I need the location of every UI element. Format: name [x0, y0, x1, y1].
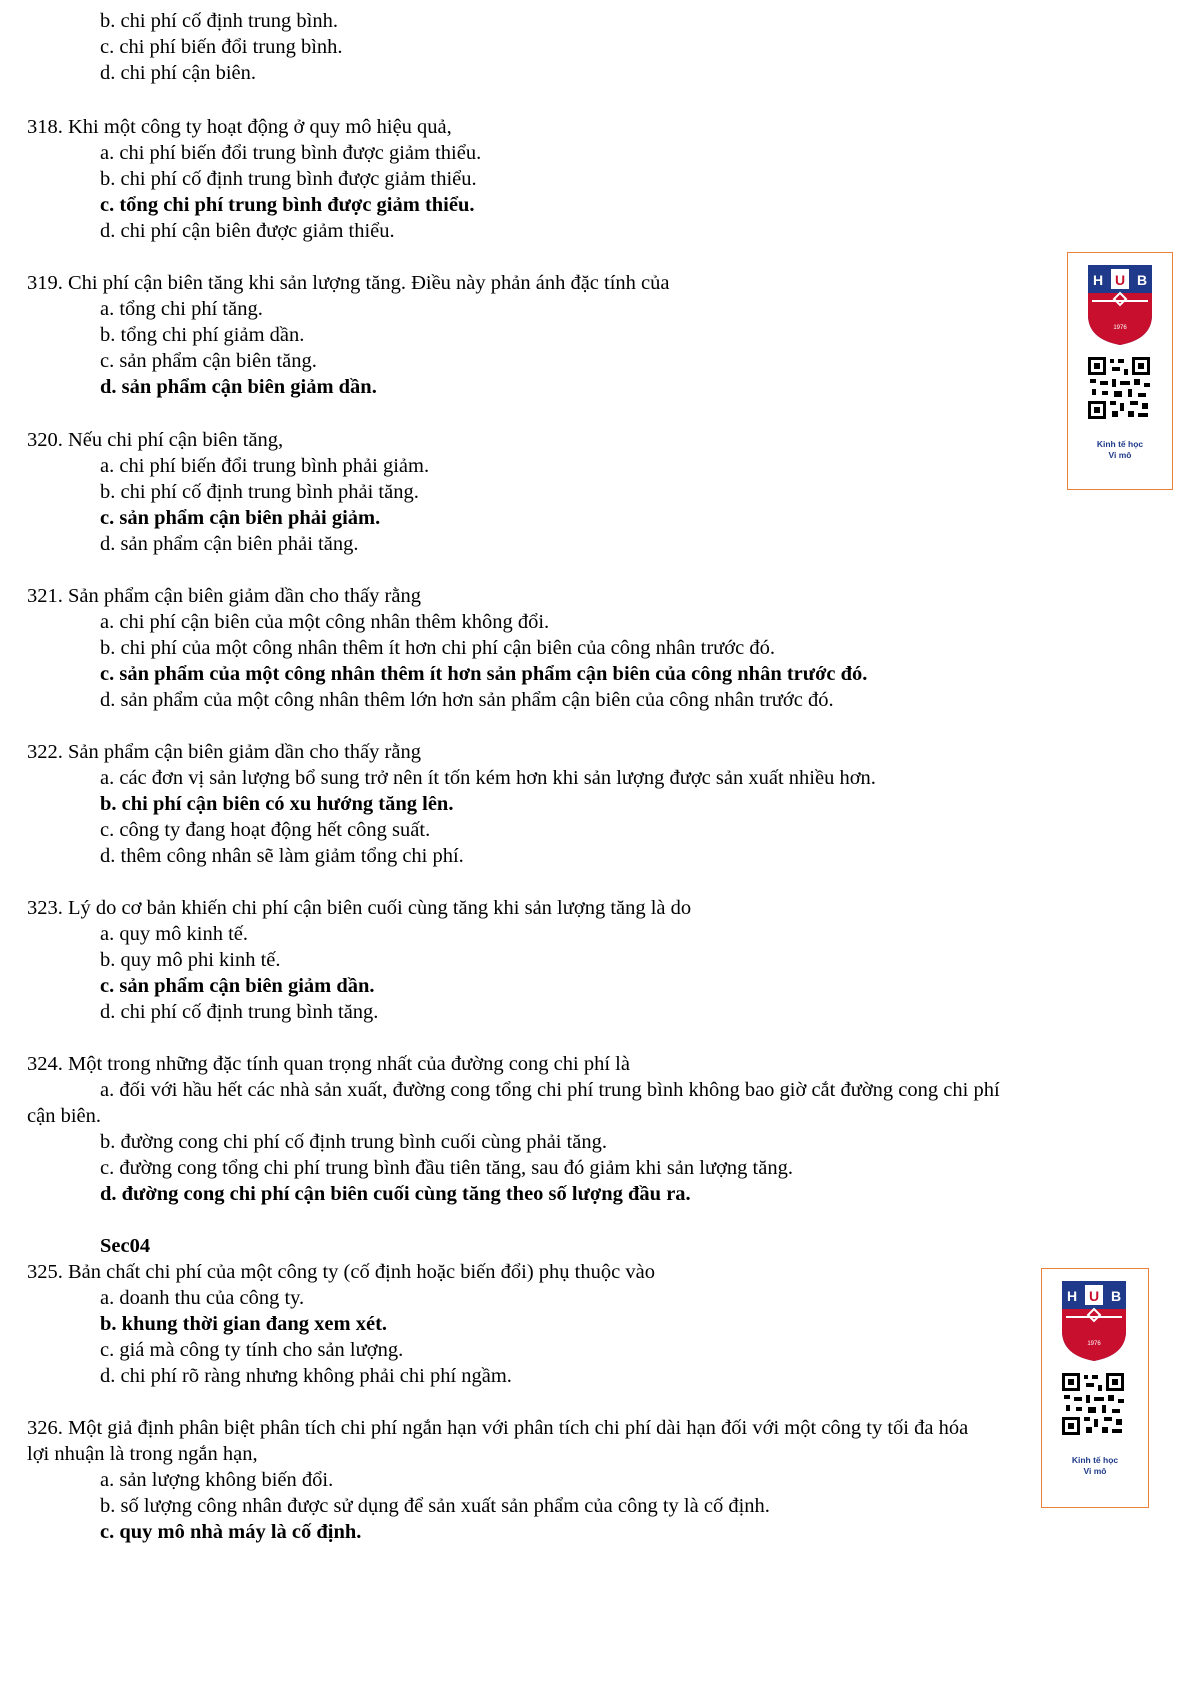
question-326-option-b: b. số lượng công nhân được sử dụng để sản xuất sản phẩm của công ty là cố định. — [100, 1495, 770, 1517]
question-325-answer: b. khung thời gian đang xem xét. — [100, 1313, 388, 1335]
hub-shield-logo — [1086, 263, 1154, 347]
question-318-option-d: d. chi phí cận biên được giảm thiểu. — [100, 220, 395, 242]
question-322-answer: b. chi phí cận biên có xu hướng tăng lên. — [100, 793, 454, 815]
question-319-option-a: a. tổng chi phí tăng. — [100, 298, 263, 320]
question-321-option-b: b. chi phí của một công nhân thêm ít hơn chi phí cận biên của công nhân trước đó. — [100, 637, 775, 659]
question-326-stem-continued: lợi nhuận là trong ngắn hạn, — [27, 1443, 258, 1465]
question-322-option-d: d. thêm công nhân sẽ làm giảm tổng chi phí. — [100, 845, 464, 867]
section-heading: Sec04 — [100, 1235, 151, 1257]
hub-year: 1976 — [1113, 325, 1127, 331]
badge-caption-line1: Kinh tế học — [1071, 1455, 1119, 1465]
badge-caption-line2: Vi mô — [1108, 450, 1132, 460]
question-320-answer: c. sản phẩm cận biên phải giảm. — [100, 507, 381, 529]
hub-letter-u: U — [1088, 1288, 1100, 1304]
question-321-answer: c. sản phẩm của một công nhân thêm ít hơn sản phẩm cận biên của công nhân trước đó. — [100, 663, 868, 685]
question-324-option-a: a. đối với hầu hết các nhà sản xuất, đường cong tổng chi phí trung bình không bao giờ cắt đường cong chi phí — [100, 1079, 1000, 1101]
question-322-option-c: c. công ty đang hoạt động hết công suất. — [100, 819, 431, 841]
hub-shield-logo — [1060, 1279, 1128, 1363]
qr-code-icon — [1060, 1371, 1126, 1437]
question-320-stem: 320. Nếu chi phí cận biên tăng, — [27, 429, 284, 451]
question-321-option-a: a. chi phí cận biên của một công nhân thêm không đổi. — [100, 611, 550, 633]
question-323-stem: 323. Lý do cơ bản khiến chi phí cận biên cuối cùng tăng khi sản lượng tăng là do — [27, 897, 692, 919]
badge-caption-line1: Kinh tế học — [1096, 439, 1144, 449]
question-325-option-a: a. doanh thu của công ty. — [100, 1287, 305, 1309]
question-319-option-b: b. tổng chi phí giảm dần. — [100, 324, 305, 346]
hub-letter-h: H — [1092, 272, 1104, 288]
question-326-stem: 326. Một giả định phân biệt phân tích chi phí ngắn hạn với phân tích chi phí dài hạn đối với một công ty tối đa hóa — [27, 1417, 969, 1439]
question-325-stem: 325. Bản chất chi phí của một công ty (cố định hoặc biến đổi) phụ thuộc vào — [27, 1261, 655, 1283]
question-318-stem: 318. Khi một công ty hoạt động ở quy mô hiệu quả, — [27, 116, 452, 138]
question-324-option-c: c. đường cong tổng chi phí trung bình đầu tiên tăng, sau đó giảm khi sản lượng tăng. — [100, 1157, 793, 1179]
question-323-option-b: b. quy mô phi kinh tế. — [100, 949, 281, 971]
question-323-option-d: d. chi phí cố định trung bình tăng. — [100, 1001, 379, 1023]
question-318-option-a: a. chi phí biến đổi trung bình được giảm thiểu. — [100, 142, 482, 164]
hub-badge — [1067, 252, 1173, 490]
option-d: d. chi phí cận biên. — [100, 62, 256, 84]
question-324-option-a-continued: cận biên. — [27, 1105, 101, 1127]
question-325-option-c: c. giá mà công ty tính cho sản lượng. — [100, 1339, 404, 1361]
question-326-option-a: a. sản lượng không biến đổi. — [100, 1469, 334, 1491]
hub-badge — [1041, 1268, 1149, 1508]
question-322-option-a: a. các đơn vị sản lượng bổ sung trở nên ít tốn kém hơn khi sản lượng được sản xuất nhiều hơn. — [100, 767, 876, 789]
question-319-stem: 319. Chi phí cận biên tăng khi sản lượng tăng. Điều này phản ánh đặc tính của — [27, 272, 670, 294]
option-c: c. chi phí biến đổi trung bình. — [100, 36, 343, 58]
badge-caption-line2: Vi mô — [1083, 1466, 1107, 1476]
qr-code-icon — [1086, 355, 1152, 421]
question-319-option-c: c. sản phẩm cận biên tăng. — [100, 350, 317, 372]
question-318-answer: c. tổng chi phí trung bình được giảm thiểu. — [100, 194, 475, 216]
question-324-stem: 324. Một trong những đặc tính quan trọng nhất của đường cong chi phí là — [27, 1053, 630, 1075]
question-325-option-d: d. chi phí rõ ràng nhưng không phải chi phí ngầm. — [100, 1365, 512, 1387]
question-322-stem: 322. Sản phẩm cận biên giảm dần cho thấy rằng — [27, 741, 421, 763]
question-324-option-b: b. đường cong chi phí cố định trung bình cuối cùng phải tăng. — [100, 1131, 608, 1153]
hub-letter-b: B — [1136, 272, 1148, 288]
question-326-answer: c. quy mô nhà máy là cố định. — [100, 1521, 362, 1543]
question-324-answer: d. đường cong chi phí cận biên cuối cùng tăng theo số lượng đầu ra. — [100, 1183, 691, 1205]
question-320-option-b: b. chi phí cố định trung bình phải tăng. — [100, 481, 419, 503]
question-321-stem: 321. Sản phẩm cận biên giảm dần cho thấy rằng — [27, 585, 421, 607]
hub-letter-h: H — [1066, 1288, 1078, 1304]
option-b: b. chi phí cố định trung bình. — [100, 10, 339, 32]
question-319-answer: d. sản phẩm cận biên giảm dần. — [100, 376, 377, 398]
question-323-option-a: a. quy mô kinh tế. — [100, 923, 249, 945]
question-321-option-d: d. sản phẩm của một công nhân thêm lớn hơn sản phẩm cận biên của công nhân trước đó. — [100, 689, 834, 711]
hub-letter-u: U — [1114, 272, 1126, 288]
question-320-option-a: a. chi phí biến đổi trung bình phải giảm. — [100, 455, 430, 477]
question-318-option-b: b. chi phí cố định trung bình được giảm thiểu. — [100, 168, 477, 190]
question-323-answer: c. sản phẩm cận biên giảm dần. — [100, 975, 375, 997]
hub-letter-b: B — [1110, 1288, 1122, 1304]
question-320-option-d: d. sản phẩm cận biên phải tăng. — [100, 533, 359, 555]
hub-year: 1976 — [1087, 1341, 1101, 1347]
